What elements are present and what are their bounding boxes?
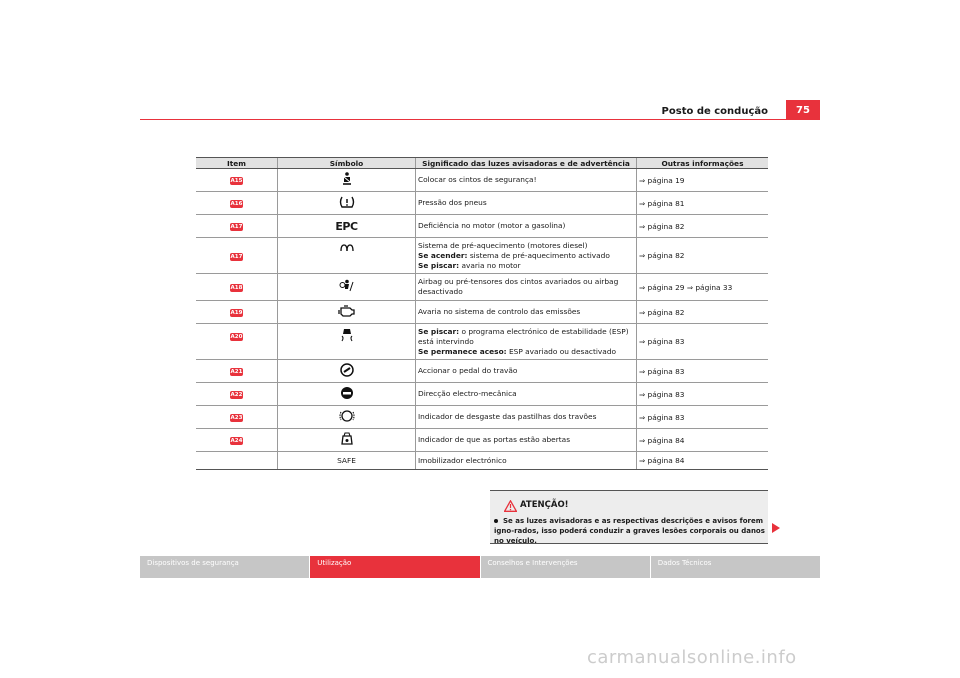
meaning-cell: Accionar o pedal do travão (416, 360, 637, 383)
table-row (196, 324, 768, 360)
info-link[interactable]: ⇒ página 83 (637, 383, 769, 406)
meaning-cell: Indicador de que as portas estão abertas (416, 429, 637, 452)
airbag-fault-icon (339, 279, 355, 293)
table-row (196, 274, 768, 301)
meaning-line: Sistema de pré-aquecimento (motores diesel) (418, 240, 588, 250)
meaning-cell: Direcção electro-mecânica (416, 383, 637, 406)
table-header-row (196, 158, 768, 169)
esp-icon (340, 328, 354, 342)
safe-symbol-text: SAFE (278, 452, 416, 470)
item-badge: A19 (230, 310, 243, 316)
footer-nav (140, 556, 820, 578)
tab-dispositivos-de-seguranca[interactable]: Dispositivos de segurança (140, 556, 309, 578)
info-link[interactable]: ⇒ página 82 (637, 215, 769, 238)
table-row (196, 301, 768, 324)
table-row (196, 238, 768, 274)
header-divider (140, 119, 820, 120)
steering-icon (340, 386, 354, 400)
info-link[interactable]: ⇒ página 82 (637, 238, 769, 274)
meaning-cell: Pressão dos pneus (416, 192, 637, 215)
glow-plug-icon (339, 243, 355, 253)
door-open-icon (340, 432, 354, 446)
watermark: carmanualsonline.info (587, 647, 797, 668)
bullet-icon (494, 519, 498, 523)
info-link[interactable]: ⇒ página 29 ⇒ página 33 (637, 274, 769, 301)
engine-check-icon (338, 305, 356, 317)
epc-icon: EPC (335, 219, 358, 233)
meaning-line: Se permanece aceso: ESP avariado ou desactivado (418, 346, 617, 356)
item-badge: A22 (230, 392, 243, 398)
item-badge: A20 (230, 334, 243, 340)
table-row (196, 360, 768, 383)
meaning-line: Se piscar: avaria no motor (418, 260, 521, 270)
tyre-pressure-icon (339, 196, 355, 208)
meaning-cell (416, 324, 637, 360)
item-badge: A21 (230, 369, 243, 375)
warning-text: Se as luzes avisadoras e as respectivas descrições e avisos forem igno-rados, isso poderá conduzir a graves lesões corporais ou danos no veículo. (494, 517, 765, 545)
tab-dados-tecnicos[interactable]: Dados Técnicos (651, 556, 820, 578)
info-link[interactable]: ⇒ página 83 (637, 360, 769, 383)
table-row (196, 429, 768, 452)
item-badge: A17 (230, 253, 243, 260)
item-badge: A15 (230, 178, 243, 184)
item-empty (196, 452, 278, 470)
meaning-cell: Deficiência no motor (motor a gasolina) (416, 215, 637, 238)
column-header-meaning: Significado das luzes avisadoras e de advertência (416, 158, 637, 169)
item-badge: A23 (230, 415, 243, 421)
warning-lights-table (196, 157, 768, 470)
warning-box (490, 490, 768, 544)
meaning-cell: Airbag ou pré-tensores dos cintos avariados ou airbag desactivado (416, 274, 637, 301)
warning-triangle-icon (504, 497, 517, 516)
info-link[interactable]: ⇒ página 82 (637, 301, 769, 324)
item-badge: A18 (230, 285, 243, 291)
table-row (196, 192, 768, 215)
meaning-cell: Avaria no sistema de controlo das emissões (416, 301, 637, 324)
seatbelt-warning-icon (341, 172, 353, 186)
column-header-info: Outras informações (637, 158, 769, 169)
info-link[interactable]: ⇒ página 81 (637, 192, 769, 215)
info-link[interactable]: ⇒ página 19 (637, 169, 769, 192)
meaning-line: Se acender: sistema de pré-aquecimento activado (418, 250, 610, 260)
brake-pedal-icon (340, 363, 354, 377)
info-link[interactable]: ⇒ página 84 (637, 429, 769, 452)
item-badge: A17 (230, 224, 243, 230)
meaning-line: Se piscar: o programa electrónico de estabilidade (ESP) está intervindo (418, 326, 629, 346)
info-link[interactable]: ⇒ página 83 (637, 406, 769, 429)
meaning-cell (416, 238, 637, 274)
tab-utilizacao[interactable]: Utilização (310, 556, 479, 578)
page-header-title: Posto de condução (661, 106, 768, 117)
meaning-cell: Indicador de desgaste das pastilhas dos travões (416, 406, 637, 429)
meaning-cell: Colocar os cintos de segurança! (416, 169, 637, 192)
next-page-arrow-icon[interactable] (772, 523, 780, 533)
table-row (196, 215, 768, 238)
info-link[interactable]: ⇒ página 84 (637, 452, 769, 470)
table-row (196, 383, 768, 406)
item-badge: A16 (230, 201, 243, 207)
tab-conselhos-e-intervencoes[interactable]: Conselhos e Intervenções (481, 556, 650, 578)
info-link[interactable]: ⇒ página 83 (637, 324, 769, 360)
warning-title: ATENÇÃO! (520, 500, 569, 510)
brake-pad-icon (339, 409, 355, 423)
column-header-item: Item (196, 158, 278, 169)
meaning-cell: Imobilizador electrónico (416, 452, 637, 470)
table-row (196, 169, 768, 192)
table-row (196, 406, 768, 429)
column-header-symbol: Símbolo (278, 158, 416, 169)
table-row (196, 452, 768, 470)
item-badge: A24 (230, 438, 243, 444)
page-number: 75 (786, 100, 820, 120)
